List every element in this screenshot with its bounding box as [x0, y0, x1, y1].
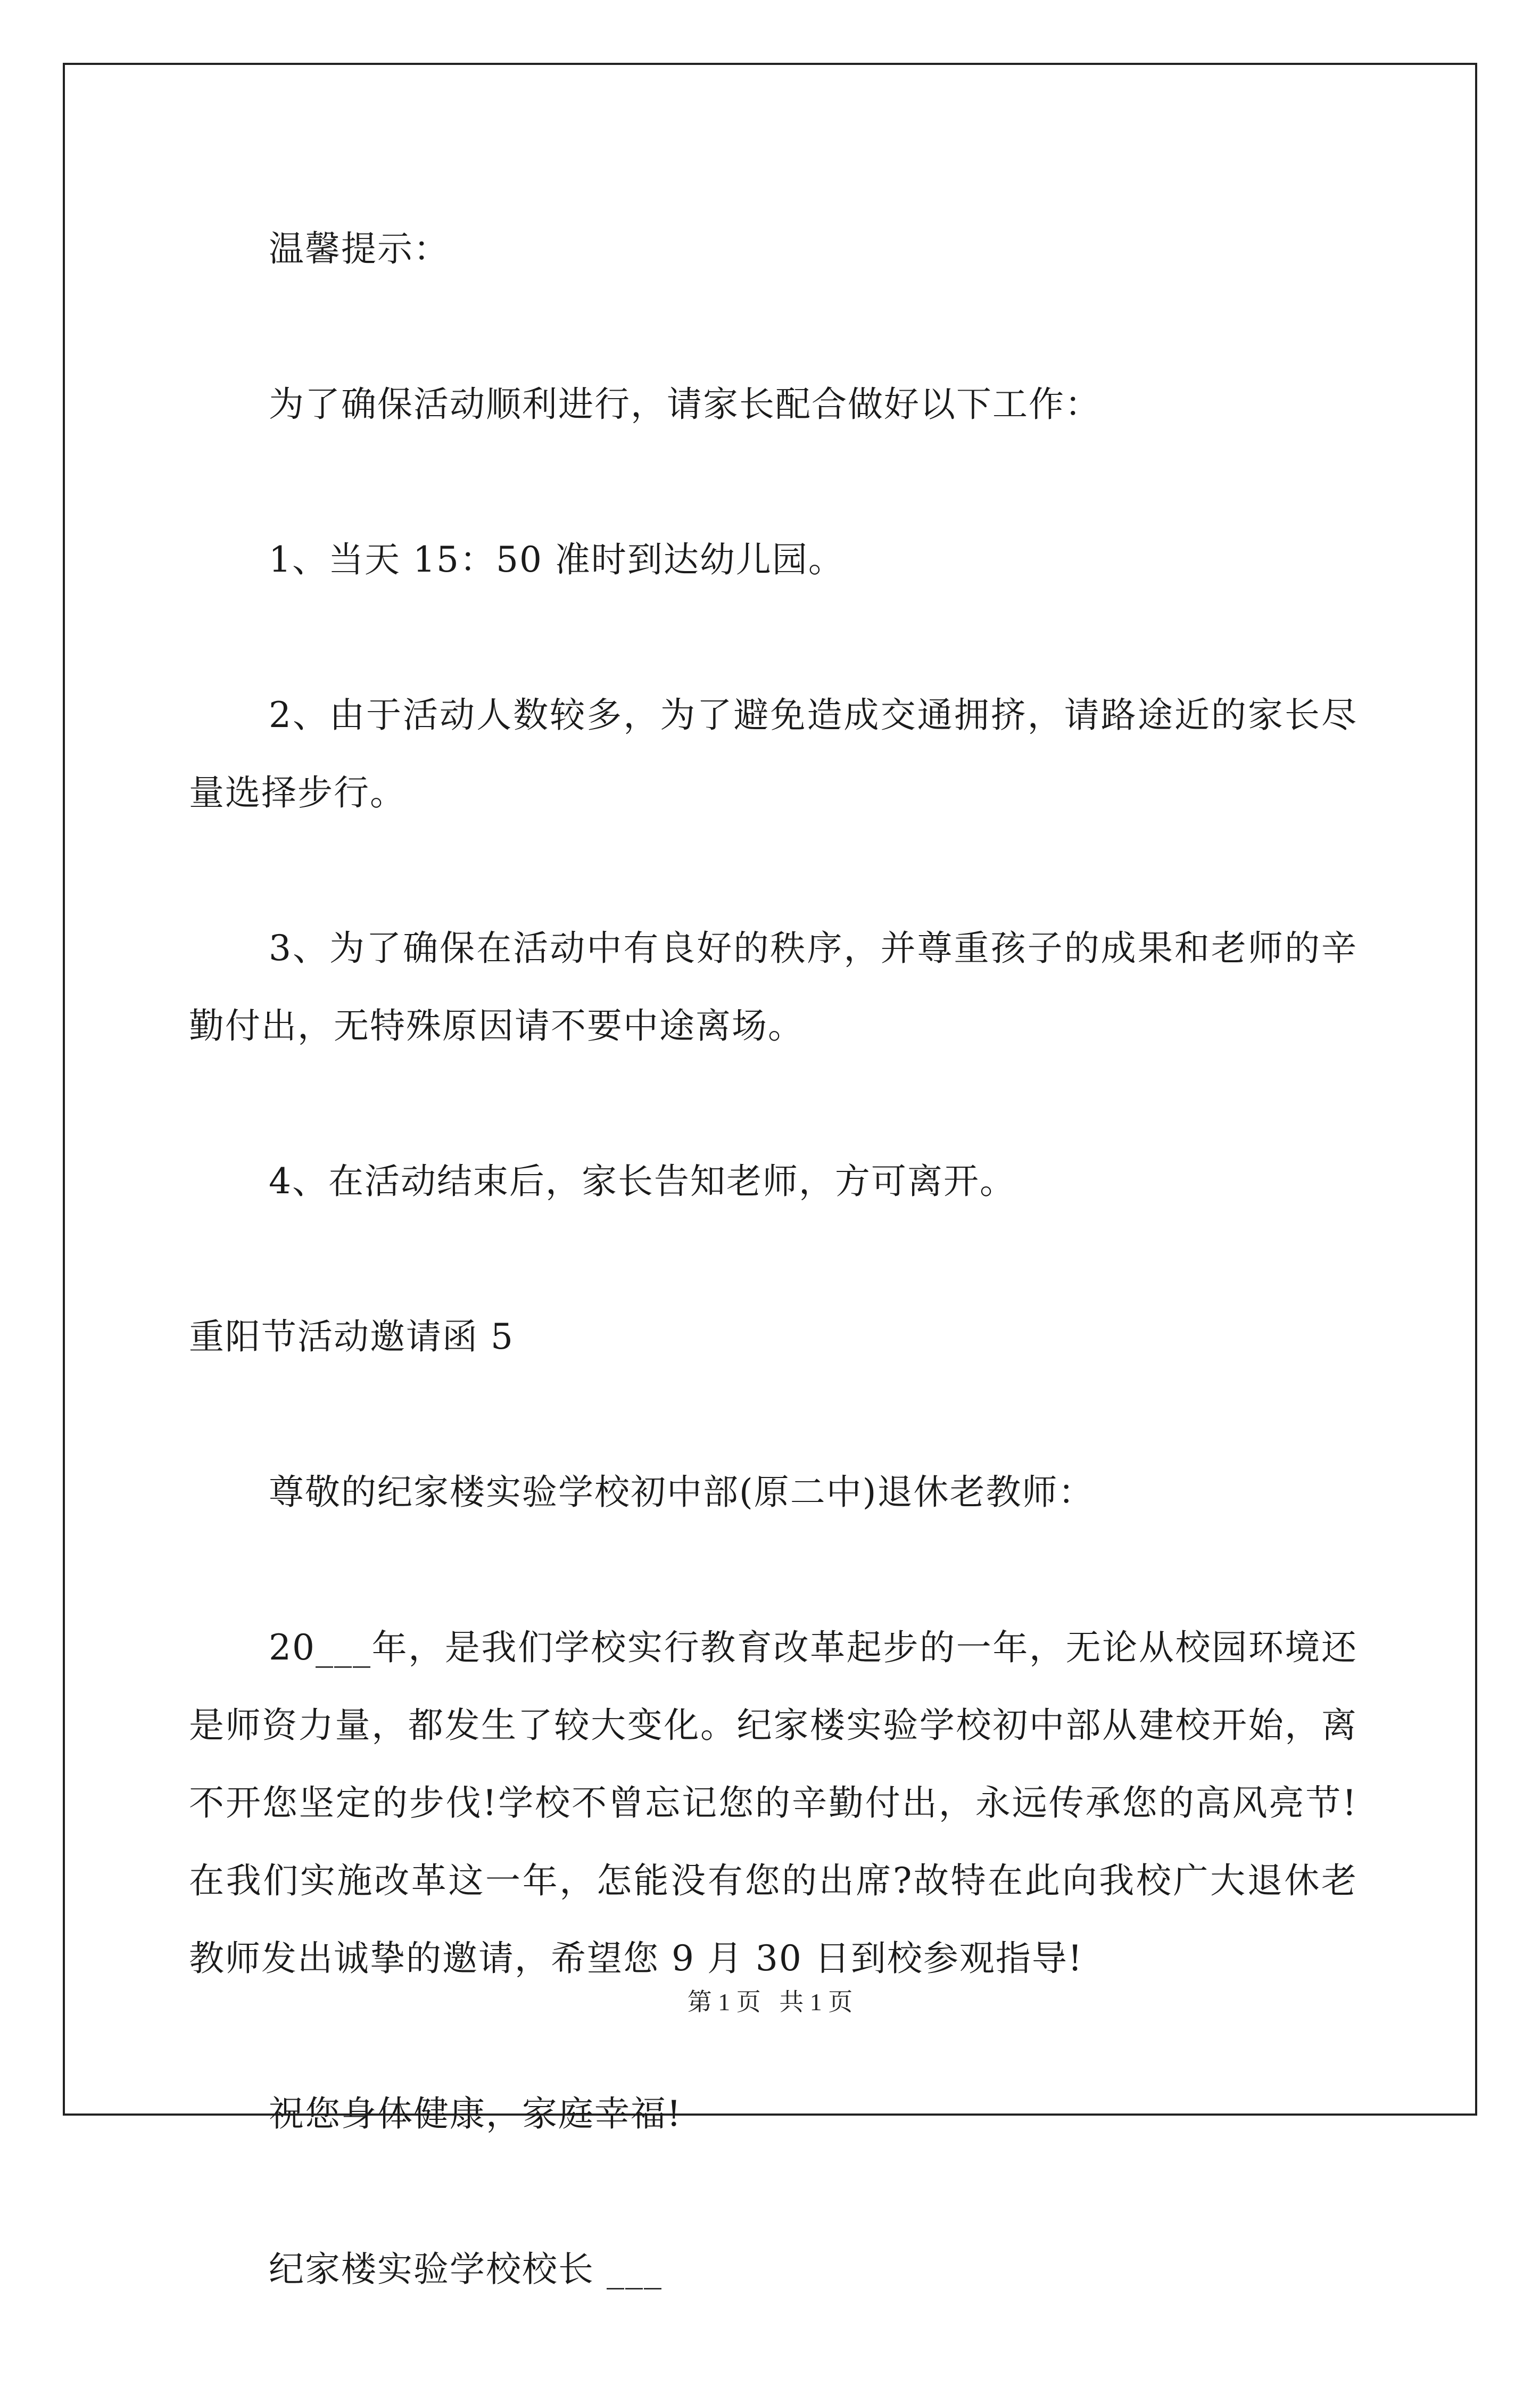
letter-signature: 纪家楼实验学校校长 ___: [269, 2249, 663, 2290]
paragraph-notice-heading: 温馨提示：: [269, 228, 450, 269]
letter-salutation: 尊敬的纪家楼实验学校初中部(原二中)退休老教师：: [269, 1472, 1095, 1513]
paragraph-notice-item-3: 3、为了确保在活动中有良好的秩序，并尊重孩子的成果和老师的辛勤付出，无特殊原因请不要中途离场。: [189, 928, 1357, 1046]
paragraph-notice-item-2: 2、由于活动人数较多，为了避免造成交通拥挤，请路途近的家长尽量选择步行。: [189, 695, 1357, 813]
paragraph-notice-intro: 为了确保活动顺利进行，请家长配合做好以下工作：: [269, 384, 1101, 425]
page-footer: [0, 1983, 1540, 2018]
page-total: 共 1 页: [779, 1988, 853, 2016]
page-number: 第 1 页: [687, 1988, 761, 2016]
paragraph-notice-item-4: 4、在活动结束后，家长告知老师，方可离开。: [269, 1161, 1016, 1202]
document-body: [189, 210, 1357, 2386]
section-title: 重阳节活动邀请函 5: [189, 1316, 514, 1357]
letter-body: 20___年，是我们学校实行教育改革起步的一年，无论从校园环境还是师资力量，都发生了较大变化。纪家楼实验学校初中部从建校开始，离不开您坚定的步伐!学校不曾忘记您的辛勤付出，永远传承您的高风亮节!在我们实施改革这一年，怎能没有您的出席?故特在此向我校广大退休老教师发出诚挚的邀请，希望您 9 月 30 日到校参观指导!: [189, 1627, 1357, 1979]
letter-closing: 祝您身体健康，家庭幸福!: [269, 2093, 682, 2134]
paragraph-notice-item-1: 1、当天 15：50 准时到达幼儿园。: [269, 539, 844, 580]
